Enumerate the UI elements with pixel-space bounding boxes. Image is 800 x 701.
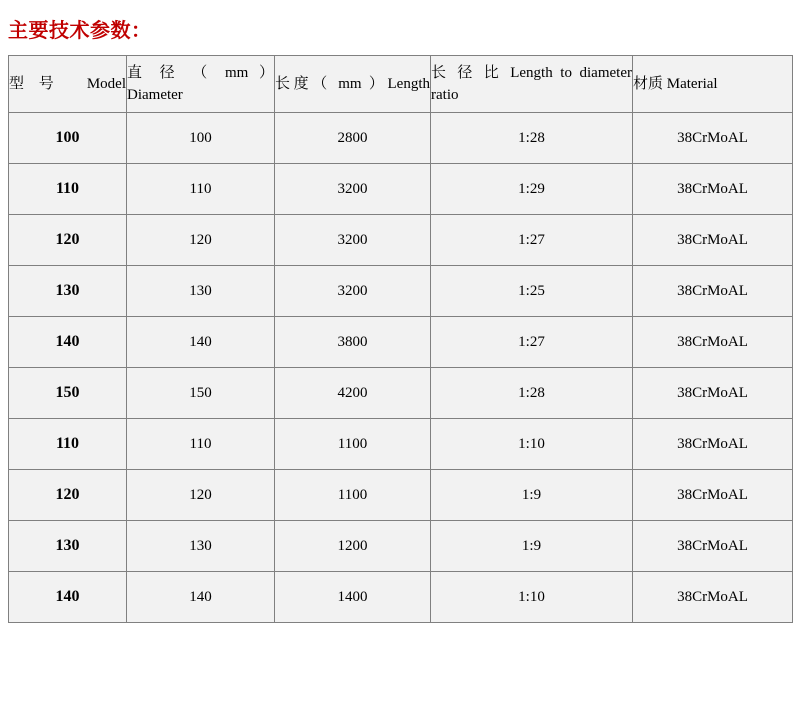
- cell-material: 38CrMoAL: [633, 419, 793, 470]
- cell-length: 1400: [275, 572, 431, 623]
- cell-diameter: 130: [127, 521, 275, 572]
- cell-length: 3200: [275, 215, 431, 266]
- table-row: [9, 215, 793, 266]
- cell-model: 130: [9, 521, 127, 572]
- cell-material: 38CrMoAL: [633, 113, 793, 164]
- cell-length: 1100: [275, 470, 431, 521]
- table-row: [9, 368, 793, 419]
- specification-table: [8, 55, 793, 623]
- cell-length: 1200: [275, 521, 431, 572]
- cell-ratio: 1:27: [431, 215, 633, 266]
- table-row: [9, 419, 793, 470]
- cell-diameter: 110: [127, 164, 275, 215]
- cell-diameter: 140: [127, 572, 275, 623]
- cell-model: 110: [9, 164, 127, 215]
- cell-diameter: 120: [127, 470, 275, 521]
- column-header-ratio: 长 径 比 Length to diameter ratio: [431, 56, 633, 113]
- cell-ratio: 1:9: [431, 521, 633, 572]
- column-header-length: 长度（ mm ）Length: [275, 56, 431, 113]
- cell-length: 1100: [275, 419, 431, 470]
- cell-length: 3200: [275, 164, 431, 215]
- cell-diameter: 130: [127, 266, 275, 317]
- cell-model: 100: [9, 113, 127, 164]
- cell-material: 38CrMoAL: [633, 368, 793, 419]
- header-row: [9, 56, 793, 113]
- cell-model: 120: [9, 215, 127, 266]
- table-header: [9, 56, 793, 113]
- cell-ratio: 1:29: [431, 164, 633, 215]
- cell-material: 38CrMoAL: [633, 164, 793, 215]
- cell-material: 38CrMoAL: [633, 470, 793, 521]
- cell-material: 38CrMoAL: [633, 572, 793, 623]
- cell-ratio: 1:10: [431, 572, 633, 623]
- column-header-material: 材质 Material: [633, 56, 793, 113]
- table-row: [9, 521, 793, 572]
- column-header-model: 型号 Model: [9, 56, 127, 113]
- cell-material: 38CrMoAL: [633, 317, 793, 368]
- cell-model: 120: [9, 470, 127, 521]
- cell-model: 150: [9, 368, 127, 419]
- cell-diameter: 110: [127, 419, 275, 470]
- cell-diameter: 150: [127, 368, 275, 419]
- cell-ratio: 1:10: [431, 419, 633, 470]
- page-title: 主要技术参数：: [8, 20, 152, 42]
- table-row: [9, 164, 793, 215]
- table-row: [9, 317, 793, 368]
- table-row: [9, 572, 793, 623]
- column-header-diameter: 直 径 （ mm ） Diameter: [127, 56, 275, 113]
- cell-model: 130: [9, 266, 127, 317]
- cell-diameter: 140: [127, 317, 275, 368]
- cell-ratio: 1:27: [431, 317, 633, 368]
- cell-length: 3200: [275, 266, 431, 317]
- table-row: [9, 266, 793, 317]
- cell-material: 38CrMoAL: [633, 521, 793, 572]
- cell-material: 38CrMoAL: [633, 266, 793, 317]
- cell-diameter: 120: [127, 215, 275, 266]
- cell-ratio: 1:28: [431, 113, 633, 164]
- table-body: [9, 113, 793, 623]
- cell-model: 140: [9, 317, 127, 368]
- cell-length: 2800: [275, 113, 431, 164]
- cell-length: 4200: [275, 368, 431, 419]
- cell-ratio: 1:25: [431, 266, 633, 317]
- table-row: [9, 113, 793, 164]
- cell-length: 3800: [275, 317, 431, 368]
- table-row: [9, 470, 793, 521]
- cell-material: 38CrMoAL: [633, 215, 793, 266]
- cell-diameter: 100: [127, 113, 275, 164]
- cell-model: 110: [9, 419, 127, 470]
- cell-ratio: 1:9: [431, 470, 633, 521]
- cell-model: 140: [9, 572, 127, 623]
- cell-ratio: 1:28: [431, 368, 633, 419]
